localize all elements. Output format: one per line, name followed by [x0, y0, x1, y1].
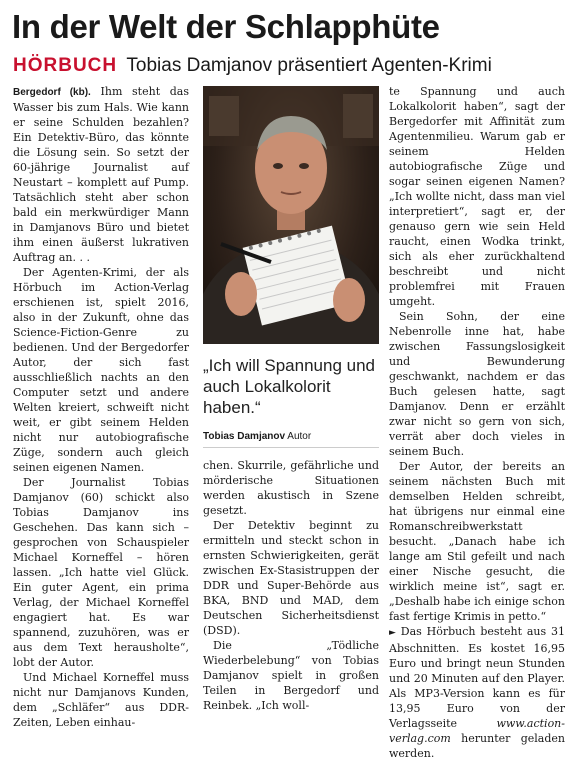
divider [203, 447, 379, 448]
pull-quote: „Ich will Spannung und auch Lokalkolorit haben.“ [203, 356, 376, 417]
article-column-3 [389, 84, 565, 761]
article-column-1 [13, 84, 189, 730]
paragraph: chen. Skurrile, gefährliche und mörderische Situationen werden akustisch in Szene gesetzt. [203, 459, 379, 517]
paragraph: Sein Sohn, der eine Nebenrolle inne hat, habe zwischen Fassungslosigkeit und Bewunderung geschwankt, nachdem er das Buch gelesen hatte, sagt Damjanov. Denn er erzählt zwar nicht so gern von sich, verrät aber doch vieles in seinem Buch. [389, 310, 565, 458]
publisher-link[interactable]: www.action-verlag.com [389, 717, 565, 745]
kicker: HÖRBUCH [13, 55, 118, 76]
quote-author-role: Autor [287, 431, 312, 442]
paragraph-text: Ihm steht das Wasser bis zum Hals. Wie kann er seine Schulden bezahlen? Ein Detektiv-Büro, das könnte die Lösung sein. So setzt der 60-jährige Journalist auf Neustart – komplett auf Pump. Tatsächlich steht aber schon bald ein merkwürdiger Mann in Damjanovs Büro und bietet ihm einen äußerst lukrativen Auftrag an. . . [13, 85, 190, 264]
quote-author-name: Tobias Damjanov [203, 431, 286, 442]
arrow-right-icon: ► [389, 628, 396, 638]
paragraph: Der Autor, der bereits an seinem nächsten Buch mit demselben Helden schreibt, hat übrigens nur einmal eine Romanschreibwerkstatt besucht. „Danach habe ich lange am Stil gefeilt und nach einer Nische gesucht, die wirklich meine ist“, sagt er. „Deshalb habe ich einige schon fast fertige Krimis in petto.“ [389, 460, 565, 623]
headline: In der Welt der Schlapphüte [12, 8, 440, 45]
paragraph: Der Journalist Tobias Damjanov (60) schickt also Tobias Damjanov ins Geschehen. Das kann sich – gesprochen von Schauspieler Michael Korneffel – hören lassen. „Ich hatte viel Glück. Ein guter Agent, ein prima Verlag, der Michael Korneffel engagiert hat. Es war spannend, zuzuhören, was er aus dem Text herausholte“, lobt der Autor. [13, 476, 189, 669]
dateline: Bergedorf (kb). [13, 87, 91, 98]
paragraph: Die „Tödliche Wiederbelebung“ von Tobias Damjanov spielt in großen Teilen in Bergedorf und Reinbek. „Ich woll- [203, 639, 379, 712]
subtitle: Tobias Damjanov präsentiert Agenten-Krimi [126, 55, 492, 76]
paragraph: Der Detektiv beginnt zu ermitteln und steckt schon in ernsten Schwierigkeiten, gerät zwischen Ex-Stasistruppen der DDR und Super-Behörde aus BKA, BND und MAD, dem Deutschen Sicherheitsdienst (DSD). [203, 519, 379, 637]
subline [13, 55, 563, 77]
paragraph: te Spannung und auch Lokalkolorit haben“, sagt der Bergedorfer mit Affinität zum Agentenmilieu. Warum gab er seinem Helden autobiografische Züge und sogar seinen eigenen Namen? „Ich wollte nicht, dass man viel interpretiert“, sagt er, der genauso gern wie sein Held raucht, einen Wodka trinkt, sich als eher zurückhaltend beschreibt und nicht problemfrei mit Frauen umgeht. [389, 85, 565, 308]
info-tail: herunter geladen werden. [389, 732, 565, 760]
paragraph: Der Agenten-Krimi, der als Hörbuch im Action-Verlag erschienen ist, spielt 2016, also in der Zukunft, ohne das Science-Fiction-Genre zu bedienen. Und der Bergedorfer Autor, der sich fast ausschließlich nachts an den Computer setzt und andere Welten kreiert, schweift nicht weit, er gibt seinem Helden nicht nur autobiografische Züge, sondern auch gleich seinen eigenen Namen. [13, 266, 189, 474]
info-box [389, 624, 565, 761]
author-photo [203, 86, 379, 344]
quote-author [203, 430, 383, 444]
paragraph [13, 84, 189, 265]
article-column-2 [203, 458, 379, 713]
author-photo-illustration [203, 86, 379, 344]
info-text: Das Hörbuch besteht aus 31 Abschnitten. Es kostet 16,95 Euro und bringt neun Stunden und 20 Minuten auf den Player. Als MP3-Version kann es für 13,95 Euro von der Verlagsseite [389, 625, 565, 730]
paragraph: Und Michael Korneffel muss nicht nur Damjanovs Kunden, dem „Schläfer“ aus DDR-Zeiten, Leben einhau- [13, 671, 189, 729]
